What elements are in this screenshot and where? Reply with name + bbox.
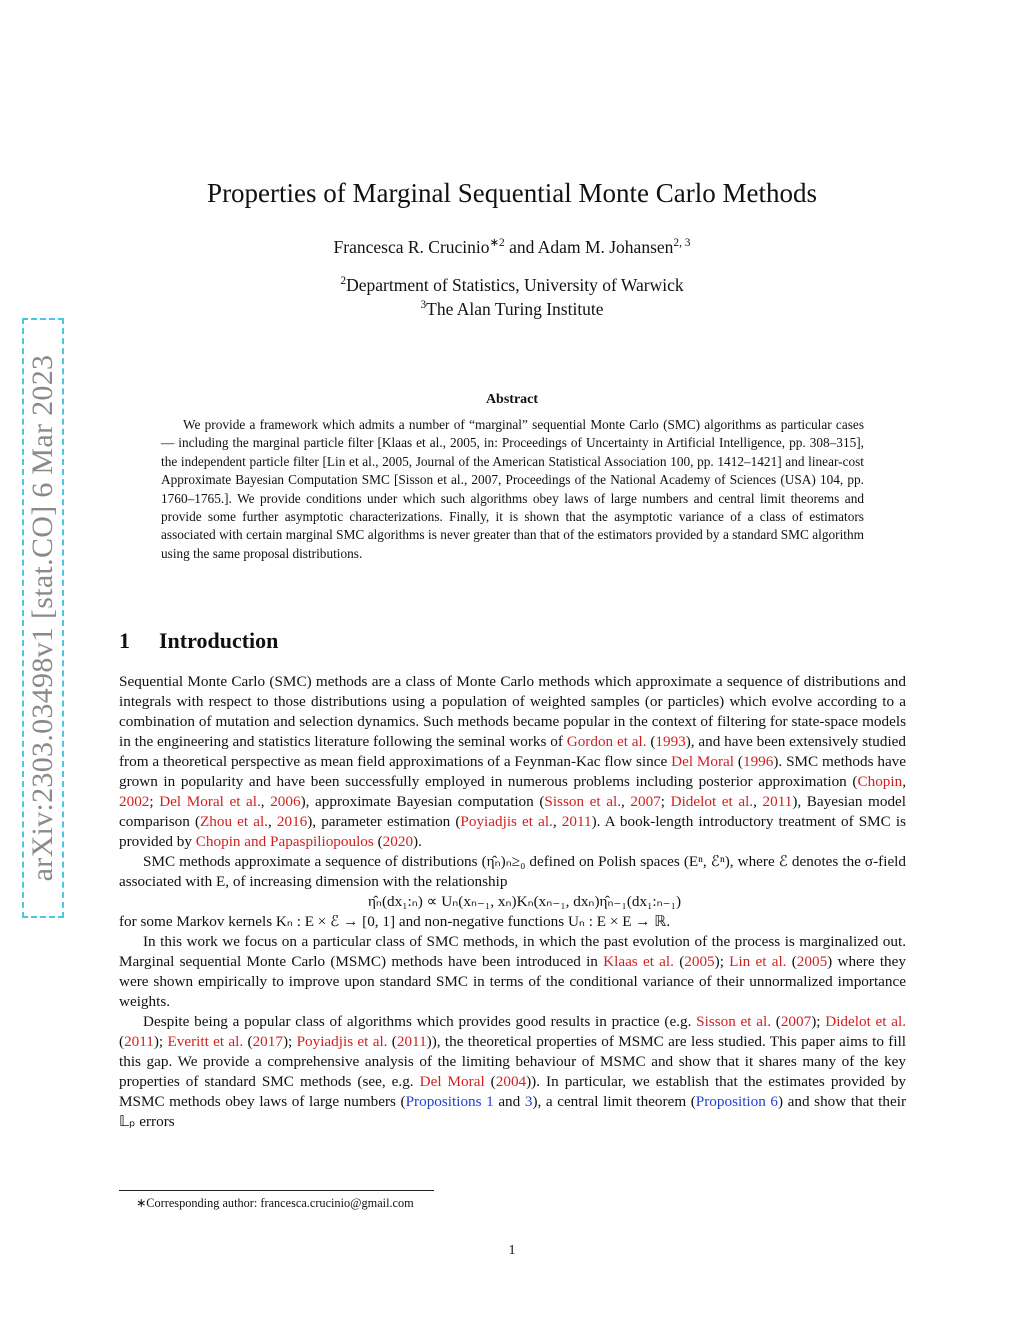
text-run: ( <box>771 1013 781 1030</box>
abstract-text: We provide a framework which admits a number of “marginal” sequential Monte Carlo (SMC) algorithms as particular cases — including the marginal particle filter [Klaas et al., 2005, in: Proceedings of Uncertainty in Artificial Intelligence, pp. 308–315], the independent particle filter [Lin et al., 2005, Journal of the American Statistical Association 100, pp. 1412–1421] and linear-cost Approximate Bayesian Computation SMC [Sisson et al., 2007, Proceedings of the National Academy of Sciences (USA) 104, pp. 1760–1765.]. We provide conditions under which such algorithms obey laws of large numbers and central limit theorems and provide some further asymptotic characterizations. Finally, it is shown that the asymptotic variance of a class of estimators associated with certain marginal SMC algorithms is never greater than that of the estimators provided by a standard SMC algorithm using the same proposal distributions. <box>161 417 864 561</box>
paper-title: Properties of Marginal Sequential Monte Carlo Methods <box>207 178 817 208</box>
affiliation <box>0 275 1024 296</box>
text-run: ); <box>714 953 730 970</box>
text-run: ( <box>119 1033 125 1050</box>
citation-link[interactable]: Chopin and Papaspiliopoulos <box>195 833 374 850</box>
paragraph <box>119 932 906 1012</box>
text-run: , <box>902 773 906 790</box>
cross-reference-link[interactable]: Propositions 1 <box>405 1093 494 1110</box>
citation-link[interactable]: Poyiadjis et al. <box>296 1033 388 1050</box>
citation-link[interactable]: 2006 <box>270 793 301 810</box>
section-heading <box>119 628 278 654</box>
cross-reference-link[interactable]: 3 <box>524 1093 533 1110</box>
text-run: ), parameter estimation ( <box>307 813 461 830</box>
citation-link[interactable]: 2011 <box>762 793 793 810</box>
citation-link[interactable]: 2011 <box>124 1033 154 1050</box>
text-run: In this work we focus on a particular class of SMC methods, in which the past evolution of the process is marginalized out. Marginal sequential Monte Carlo (MSMC) methods have been introduced in <box>119 933 906 970</box>
text-run: , <box>267 813 277 830</box>
citation-link[interactable]: Everitt et al. <box>167 1033 244 1050</box>
text-run: )), the theoretical properties of MSMC are less studied. This paper aims to fill this gap. We provide a comprehensive analysis of the limiting behaviour of MSMC and show that it shares many of the key properties of standard SMC methods (see, e.g. <box>119 1033 907 1090</box>
affiliation <box>0 299 1024 320</box>
text-run: ) where they were shown empirically to improve upon standard SMC in terms of the conditional variance of their unnormalized importance weights. <box>119 953 906 1010</box>
text-run: ( <box>646 733 656 750</box>
author-name: Francesca R. Crucinio <box>333 236 490 257</box>
footnote: ∗Corresponding author: francesca.crucinio@gmail.com <box>136 1196 414 1210</box>
citation-link[interactable]: 2007 <box>780 1013 812 1030</box>
section-title: Introduction <box>159 628 279 653</box>
citation-link[interactable]: 1993 <box>655 733 686 750</box>
text-run: ), approximate Bayesian computation ( <box>300 793 545 810</box>
text-run: ( <box>734 753 743 770</box>
paragraph: SMC methods approximate a sequence of distributions (η̂ₙ)ₙ≥₀ defined on Polish spaces (Eⁿ, ℰⁿ), where ℰ denotes the σ-field associated with E, of increasing dimension with the relationship <box>119 853 906 890</box>
text-run: , <box>621 793 631 810</box>
body-text <box>119 672 906 1132</box>
paragraph <box>119 1012 906 1132</box>
paragraph: for some Markov kernels Kₙ : E × ℰ → [0, 1] and non-negative functions Uₙ : E × E → ℝ. <box>119 913 671 930</box>
author-superscript: 2, 3 <box>673 237 691 249</box>
display-equation: η̂ₙ(dx₁:ₙ) ∝ Uₙ(xₙ₋₁, xₙ)Kₙ(xₙ₋₁, dxₙ)η̂ₙ₋₁(dx₁:ₙ₋₁) <box>367 893 682 910</box>
citation-link[interactable]: Poyiadjis et al. <box>460 813 553 830</box>
citation-link[interactable]: 2017 <box>252 1033 283 1050</box>
affiliation-text: Department of Statistics, University of Warwick <box>346 275 684 295</box>
citation-link[interactable]: Gordon et al. <box>566 733 647 750</box>
text-run: and <box>493 1093 525 1110</box>
citation-link[interactable]: 2004 <box>495 1073 527 1090</box>
citation-link[interactable]: Lin et al. <box>729 953 787 970</box>
text-run: )). In particular, we establish that the estimates provided by MSMC methods obey laws of large numbers ( <box>119 1073 907 1110</box>
text-run: ). SMC methods have grown in popularity and have been successfully employed in numerous problems including posterior approximation ( <box>119 753 907 790</box>
citation-link[interactable]: 2002 <box>119 793 150 810</box>
text-run: , <box>753 793 763 810</box>
affiliation-text: The Alan Turing Institute <box>426 299 604 319</box>
text-run: ) and show that their 𝕃ₚ errors <box>119 1093 907 1130</box>
text-run: , <box>552 813 562 830</box>
citation-link[interactable]: Del Moral <box>419 1073 485 1090</box>
page-number: 1 <box>508 1243 516 1258</box>
abstract-heading: Abstract <box>485 392 539 407</box>
footnote-rule <box>119 1190 434 1191</box>
section-number: 1 <box>119 628 130 653</box>
text-run: ). A book-length introductory treatment of SMC is provided by <box>119 813 907 850</box>
paragraph <box>119 672 906 852</box>
text-run: ( <box>673 953 685 970</box>
text-run: ( <box>243 1033 253 1050</box>
arxiv-stamp-box <box>22 318 64 918</box>
citation-link[interactable]: Zhou et al. <box>200 813 268 830</box>
citation-link[interactable]: Sisson et al. <box>696 1013 772 1030</box>
citation-link[interactable]: Klaas et al. <box>603 953 674 970</box>
citation-link[interactable]: Del Moral et al. <box>159 793 261 810</box>
author-superscript: ∗2 <box>489 237 505 249</box>
text-run: ); <box>282 1033 297 1050</box>
text-run: ( <box>387 1033 397 1050</box>
author-line <box>0 235 1024 258</box>
citation-link[interactable]: 2005 <box>684 953 715 970</box>
text-run: Despite being a popular class of algorithms which provides good results in practice (e.g. <box>143 1013 697 1030</box>
text-run: ( <box>373 833 383 850</box>
citation-link[interactable]: 2011 <box>396 1033 427 1050</box>
text-run: ); <box>153 1033 168 1050</box>
citation-link[interactable]: Del Moral <box>671 753 735 770</box>
text-run: ), Bayesian model comparison ( <box>119 793 907 830</box>
citation-link[interactable]: 1996 <box>742 753 774 770</box>
text-run: ), and have been extensively studied from a theoretical perspective as mean field approximations of a Feynman-Kac flow since <box>119 733 906 770</box>
citation-link[interactable]: 2007 <box>630 793 661 810</box>
text-run: ); <box>811 1013 826 1030</box>
text-run: ; <box>149 793 160 810</box>
affiliation-superscript: 3 <box>420 299 427 312</box>
text-run: ), a central limit theorem ( <box>532 1093 696 1110</box>
author-name: Adam M. Johansen <box>537 236 674 257</box>
citation-link[interactable]: Sisson et al. <box>544 793 621 810</box>
affiliation-superscript: 2 <box>340 275 347 288</box>
citation-link[interactable]: 2020 <box>382 833 414 850</box>
text-run: ; <box>660 793 671 810</box>
citation-link[interactable]: 2005 <box>796 953 828 970</box>
citation-link[interactable]: Didelot et al. <box>670 793 754 810</box>
text-run: , <box>260 793 271 810</box>
author-conjunction: and <box>504 236 538 257</box>
citation-link[interactable]: 2011 <box>561 813 592 830</box>
cross-reference-link[interactable]: Proposition 6 <box>695 1093 779 1110</box>
text-run: ). <box>413 833 422 850</box>
text-run: ( <box>786 953 797 970</box>
text-run: ( <box>484 1073 496 1090</box>
text-run: Sequential Monte Carlo (SMC) methods are a class of Monte Carlo methods which approximate a sequence of distributions and integrals with respect to those distributions using a population of weighted samples (or particles) which evolve according to a combination of mutation and selection dynamics. Such methods became popular in the context of filtering for state-space models in the engineering and statistics literature following the seminal works of <box>119 673 906 750</box>
citation-link[interactable]: 2016 <box>276 813 308 830</box>
arxiv-stamp[interactable]: arXiv:2303.03498v1 [stat.CO] 6 Mar 2023 <box>26 354 59 882</box>
citation-link[interactable]: Didelot et al. <box>825 1013 906 1030</box>
citation-link[interactable]: Chopin <box>857 773 903 790</box>
